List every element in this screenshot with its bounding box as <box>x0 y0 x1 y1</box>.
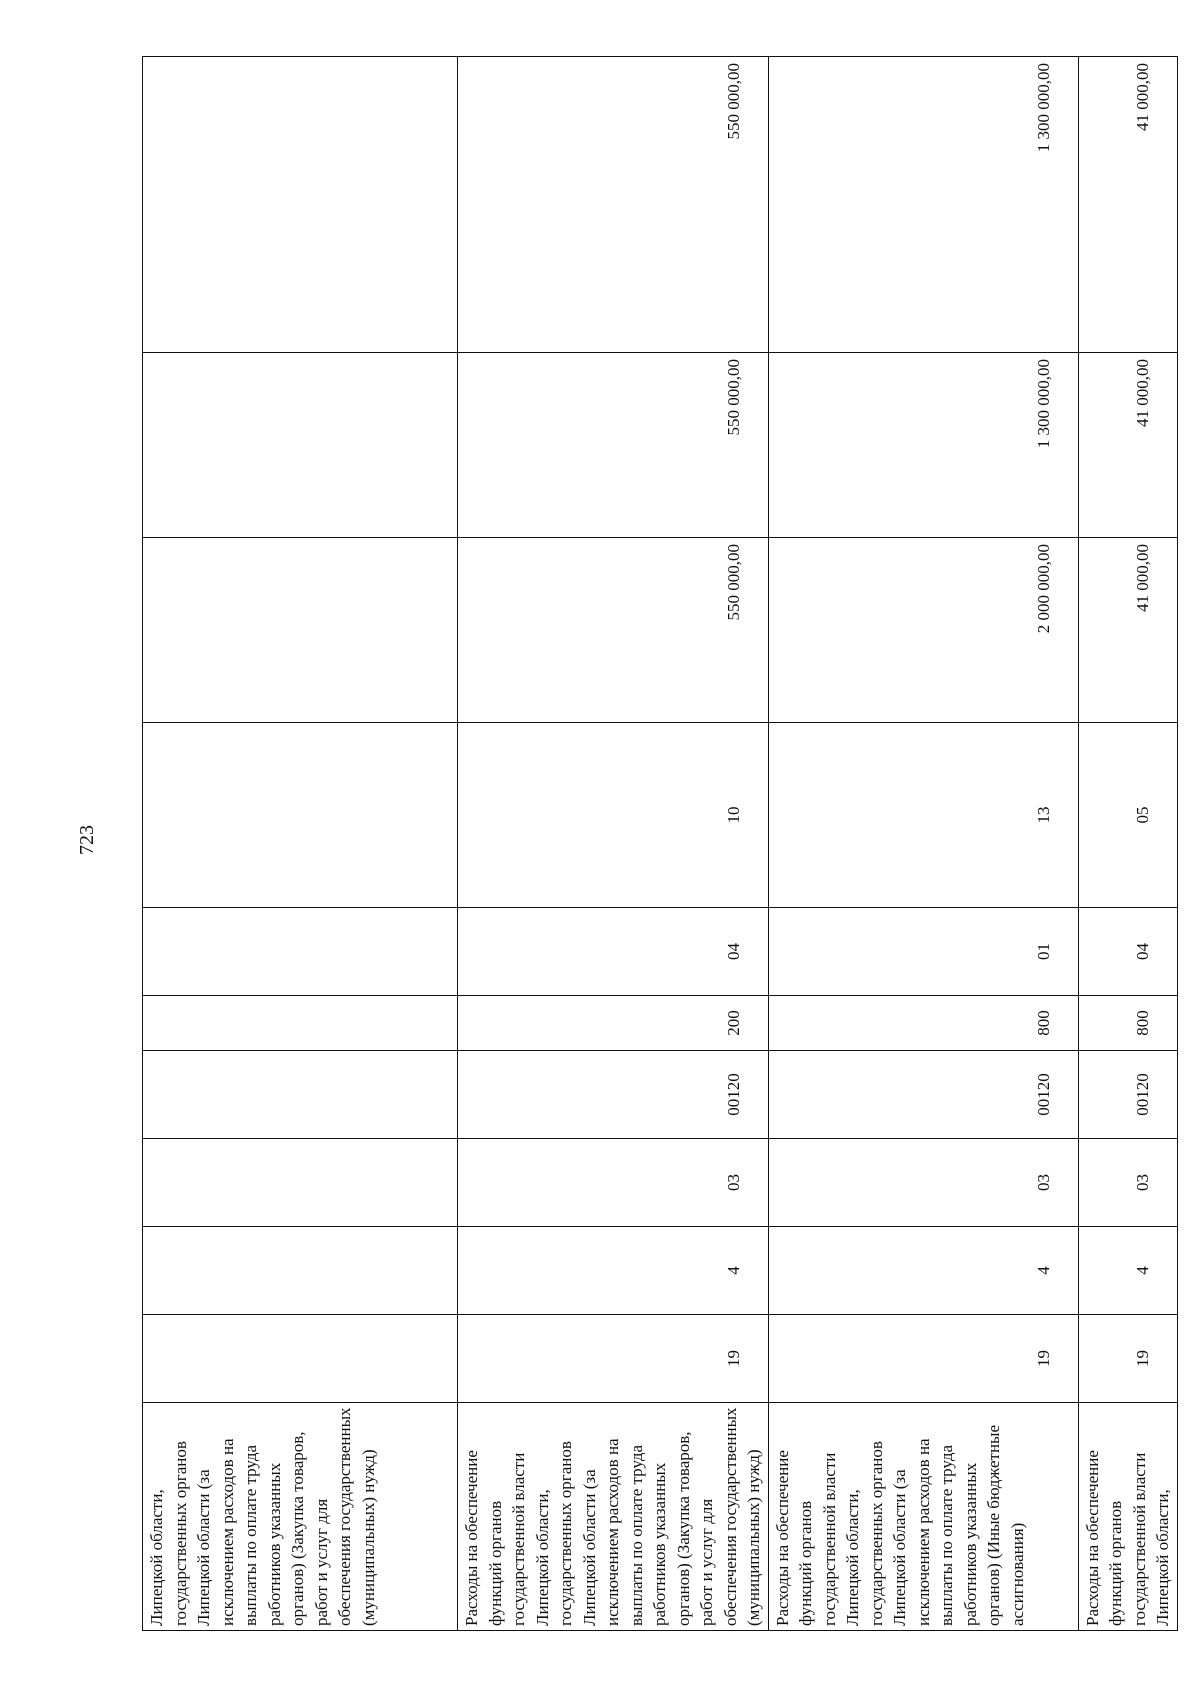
amount-cell: 41 000,00 <box>1078 353 1177 538</box>
code-cell: 800 <box>1078 996 1177 1051</box>
code-cell: 00120 <box>1078 1051 1177 1139</box>
amount-cell: 41 000,00 <box>1078 57 1177 353</box>
table-row <box>768 57 1078 1631</box>
amount-cell <box>143 538 458 723</box>
row-description: Липецкой области, государственных органов Липецкой области (за исключением расходов на выплаты по оплате труда работников указанных органов) (Закупка товаров, работ и услуг для обеспечения государственных (муниципальных) нужд) <box>143 1403 458 1631</box>
code-cell: 4 <box>458 1227 769 1315</box>
code-cell: 10 <box>458 723 769 908</box>
row-description: Расходы на обеспечение функций органов государственной власти Липецкой области, <box>1078 1403 1177 1631</box>
code-cell: 00120 <box>768 1051 1078 1139</box>
code-cell: 03 <box>1078 1139 1177 1227</box>
table-row <box>1078 57 1177 1631</box>
code-cell: 05 <box>1078 723 1177 908</box>
code-cell: 19 <box>1078 1315 1177 1403</box>
amount-cell: 550 000,00 <box>458 353 769 538</box>
row-description: Расходы на обеспечение функций органов государственной власти Липецкой области, государственных органов Липецкой области (за исключением расходов на выплаты по оплате труда работников указанных органов) (Закупка товаров, работ и услуг для обеспечения государственных (муниципальных) нужд) <box>458 1403 769 1631</box>
page-number: 723 <box>75 825 98 855</box>
amount-cell: 41 000,00 <box>1078 538 1177 723</box>
table-row <box>458 57 769 1631</box>
code-cell <box>143 1227 458 1315</box>
amount-cell <box>143 353 458 538</box>
budget-table <box>142 56 1178 1631</box>
code-cell <box>143 908 458 996</box>
row-description: Расходы на обеспечение функций органов государственной власти Липецкой области, государственных органов Липецкой области (за исключением расходов на выплаты по оплате труда работников указанных органов) (Иные бюджетные ассигнования) <box>768 1403 1078 1631</box>
amount-cell: 1 300 000,00 <box>768 57 1078 353</box>
code-cell: 04 <box>1078 908 1177 996</box>
code-cell: 00120 <box>458 1051 769 1139</box>
amount-cell: 2 000 000,00 <box>768 538 1078 723</box>
code-cell <box>143 1315 458 1403</box>
amount-cell <box>143 57 458 353</box>
budget-table-container <box>142 56 1172 1631</box>
code-cell: 03 <box>458 1139 769 1227</box>
amount-cell: 1 300 000,00 <box>768 353 1078 538</box>
code-cell <box>143 723 458 908</box>
code-cell: 13 <box>768 723 1078 908</box>
code-cell: 800 <box>768 996 1078 1051</box>
table-row <box>143 57 458 1631</box>
code-cell: 03 <box>768 1139 1078 1227</box>
code-cell <box>143 996 458 1051</box>
code-cell: 19 <box>458 1315 769 1403</box>
code-cell: 01 <box>768 908 1078 996</box>
code-cell: 19 <box>768 1315 1078 1403</box>
amount-cell: 550 000,00 <box>458 57 769 353</box>
budget-table-rotated <box>142 56 1172 1631</box>
code-cell: 4 <box>768 1227 1078 1315</box>
code-cell: 200 <box>458 996 769 1051</box>
code-cell <box>143 1139 458 1227</box>
code-cell: 4 <box>1078 1227 1177 1315</box>
code-cell <box>143 1051 458 1139</box>
amount-cell: 550 000,00 <box>458 538 769 723</box>
code-cell: 04 <box>458 908 769 996</box>
